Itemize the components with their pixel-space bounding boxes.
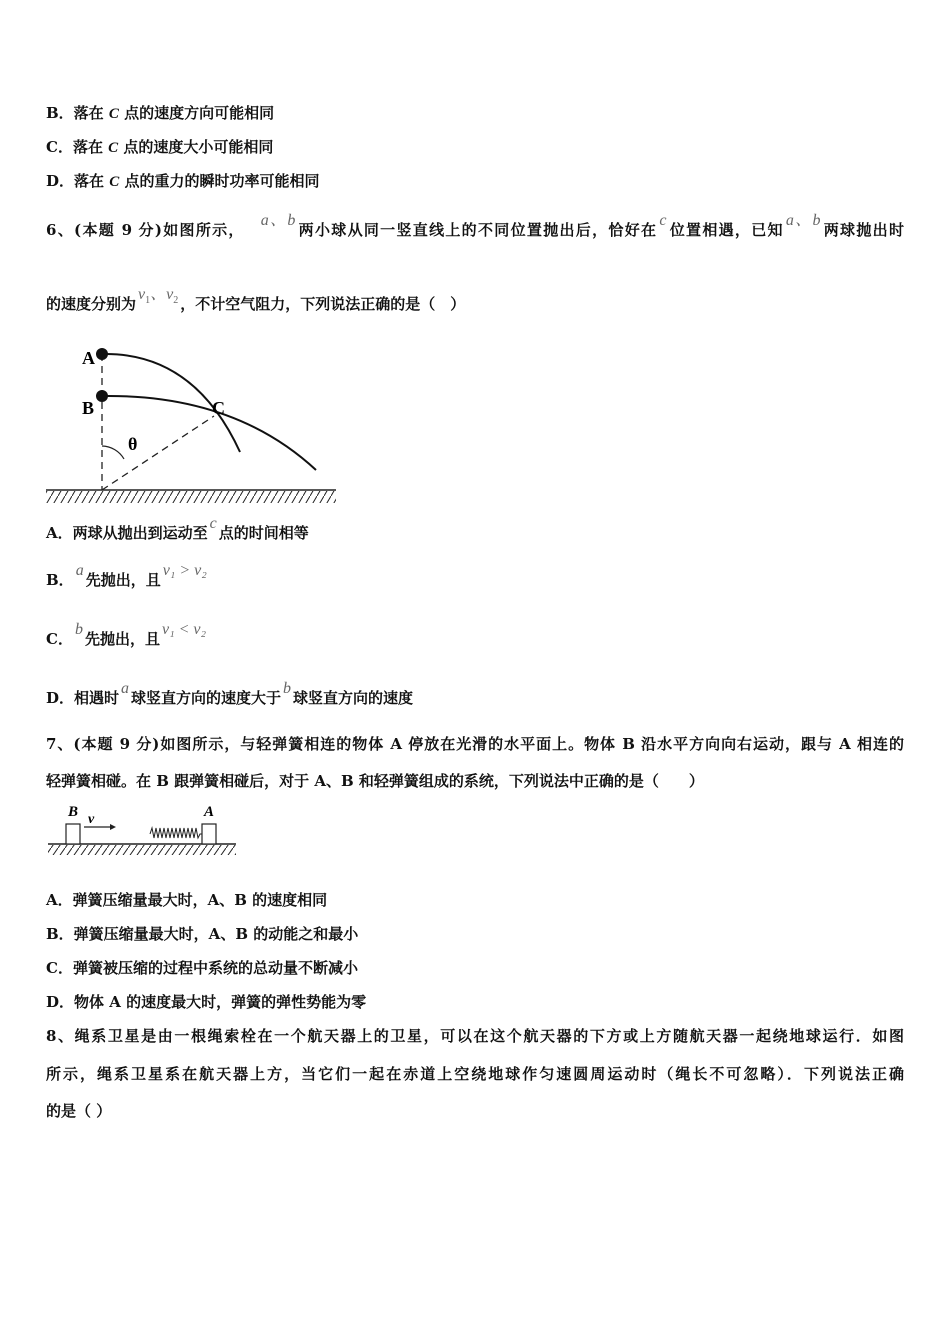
block-b — [66, 824, 80, 844]
q5-option-c: C．落在 C 点的速度大小可能相同 — [46, 138, 274, 156]
q6-option-a: A．两球从抛出到运动至c点的时间相等 — [46, 515, 309, 542]
label-b: B — [68, 804, 79, 820]
q6-stem-line-1: 6、(本题 9 分)如图所示，a、b两小球从同一竖直线上的不同位置抛出后，恰好在c位置相遇，已知a、b两球抛出时 — [46, 212, 904, 239]
spring — [150, 828, 202, 838]
angle-arc — [102, 446, 124, 459]
q7-stem-line-2: 轻弹簧相碰。在 B 跟弹簧相碰后，对于 A、B 和轻弹簧组成的系统，下列说法中正确的是（ ） — [46, 772, 704, 790]
q7-option-d: D．物体 A 的速度最大时，弹簧的弹性势能为零 — [46, 993, 367, 1011]
ground-hatching — [46, 491, 336, 503]
q6-option-d: D．相遇时a球竖直方向的速度大于b球竖直方向的速度 — [46, 680, 414, 707]
label-c: C — [212, 398, 225, 418]
label-b: B — [82, 398, 95, 418]
ball-b — [96, 390, 108, 402]
q6-stem-line-2: 的速度分别为$v_1$、$v_2$ ，不计空气阻力，下列说法正确的是（ ） — [46, 286, 466, 313]
q8-stem-line-3: 的是（ ） — [46, 1102, 112, 1120]
velocity-arrowhead — [110, 824, 116, 830]
label-a: A — [82, 348, 95, 368]
floor-hatching — [48, 845, 236, 855]
q7-option-c: C．弹簧被压缩的过程中系统的总动量不断减小 — [46, 959, 358, 977]
label-theta: θ — [128, 434, 138, 454]
label-v: v — [88, 812, 95, 827]
block-a — [202, 824, 216, 844]
ball-a — [96, 348, 108, 360]
q7-spring-figure — [44, 798, 240, 860]
q7-option-a: A．弹簧压缩量最大时，A、B 的速度相同 — [46, 891, 328, 909]
q6-projectile-figure — [44, 340, 340, 508]
q8-stem-line-1: 8、绳系卫星是由一根绳索栓在一个航天器上的卫星，可以在这个航天器的下方或上方随航天器一起绕地球运行．如图 — [46, 1027, 904, 1045]
q7-stem-line-1: 7、(本题 9 分)如图所示，与轻弹簧相连的物体 A 停放在光滑的水平面上。物体 B 沿水平方向向右运动，跟与 A 相连的 — [46, 735, 904, 753]
q5-option-d: D．落在 C 点的重力的瞬时功率可能相同 — [46, 172, 320, 190]
q5-option-b: B．落在 C 点的速度方向可能相同 — [46, 104, 275, 122]
q8-stem-line-2: 所示，绳系卫星系在航天器上方，当它们一起在赤道上空绕地球作匀速圆周运动时（绳长不可忽略）．下列说法正确 — [46, 1065, 904, 1083]
label-a: A — [204, 804, 215, 820]
q6-option-b: B．a先抛出，且v₁ > v₂ — [46, 562, 207, 589]
q7-option-b: B．弹簧压缩量最大时，A、B 的动能之和最小 — [46, 925, 359, 943]
trajectory-b — [102, 396, 316, 470]
q6-option-c: C．b先抛出，且v₁ < v₂ — [46, 621, 207, 648]
